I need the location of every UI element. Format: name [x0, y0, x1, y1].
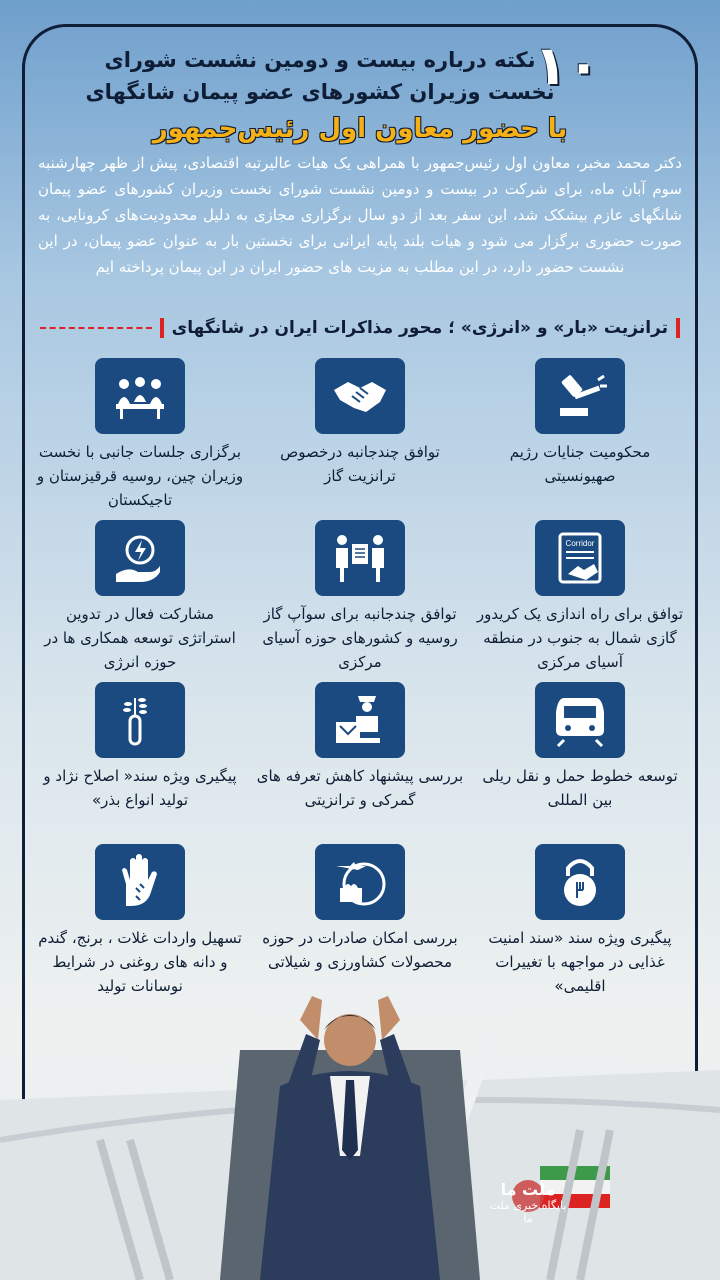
- item-label: پیگیری ویژه سند «سند امنیت غذایی در مواجهه با تغییرات اقلیمی»: [488, 929, 672, 995]
- corridor-sign: Corridor: [565, 539, 595, 548]
- title-number: ۱۰: [534, 34, 600, 97]
- subtitle-bar: [160, 318, 164, 338]
- gavel-icon: [535, 358, 625, 434]
- handshake-icon: [315, 358, 405, 434]
- subtitle-text: ترانزیت «بار» و «انرژی» ؛ محور مذاکرات ایران در شانگهای: [171, 318, 668, 338]
- item-label: مشارکت فعال در تدوین استراتژی توسعه همکاری ها در حوزه انرژی: [44, 605, 236, 671]
- list-item: [30, 520, 250, 682]
- contract-icon: [315, 520, 405, 596]
- list-item: [30, 844, 250, 1006]
- item-label: توسعه خطوط حمل و نقل ریلی بین المللی: [482, 767, 678, 809]
- list-item: [30, 358, 250, 520]
- item-label: بررسی امکان صادرات در حوزه محصولات کشاورزی و شیلاتی: [262, 929, 458, 971]
- item-label: بررسی پیشنهاد کاهش تعرفه های گمرکی و ترانزیتی: [256, 767, 464, 809]
- title-line-2: نخست وزیران کشورهای عضو پیمان شانگهای: [85, 80, 555, 104]
- food-lock-icon: [535, 844, 625, 920]
- meeting-icon: [95, 358, 185, 434]
- seed-tube-icon: [95, 682, 185, 758]
- photo-airplane-official: [0, 990, 720, 1280]
- export-globe-icon: [315, 844, 405, 920]
- section-subtitle: [40, 318, 680, 338]
- item-label: توافق چندجانبه درخصوص ترانزیت گاز: [280, 443, 440, 485]
- list-item: [30, 682, 250, 844]
- list-item: [250, 520, 470, 682]
- item-label: توافق برای راه اندازی یک کریدور گازی شمال به جنوب در منطقه آسیای مرکزی: [476, 605, 684, 671]
- list-item: [470, 358, 690, 520]
- item-label: تسهیل واردات غلات ، برنج، گندم و دانه های روغنی در شرایط نوسانات تولید: [38, 929, 242, 995]
- subtitle-dash: [40, 327, 152, 329]
- customs-officer-icon: [315, 682, 405, 758]
- logo-tagline: پایگاه خبری ملت ما: [489, 1199, 567, 1225]
- train-icon: [535, 682, 625, 758]
- grain-hand-icon: [95, 844, 185, 920]
- logo: [488, 1180, 568, 1225]
- items-grid: [30, 358, 690, 1006]
- item-label: توافق چندجانبه برای سوآپ گاز روسیه و کشورهای حوزه آسیای مرکزی: [262, 605, 458, 671]
- energy-hand-icon: [95, 520, 185, 596]
- list-item: [470, 682, 690, 844]
- item-label: برگزاری جلسات جانبی با نخست وزیران چین، روسیه قرقیزستان و تاجیکستان: [36, 443, 244, 509]
- intro-paragraph: دکتر محمد مخبر، معاون اول رئیس‌جمهور با همراهی یک هیات عالیرتبه اقتصادی، پیش از ظهر چهارشنبه سوم آبان ماه، برای شرکت در بیست و دومین نشست شورای نخست وزیران کشورهای عضو پیمان شانگهای عازم بیشکک شد، این سفر بعد از دو سال برگزاری مجازی به دلیل محدودیت‌های کرونایی، به صورت حضوری برگزار می شود و هیات بلند پایه ایرانی برای نخستین بار به عنوان عضو پیمان، در این نشست حضور دارد، در این مطلب به مزیت های حضور ایران در این پیمان پرداخته ایم: [38, 154, 682, 276]
- item-label: پیگیری ویژه سند« اصلاح نژاد و تولید انواع بذر»: [43, 767, 237, 809]
- list-item: [250, 682, 470, 844]
- logo-name: ملت ما: [500, 1180, 556, 1199]
- subtitle-bar: [676, 318, 680, 338]
- title-highlight: با حضور معاون اول رئیس‌جمهور: [152, 114, 568, 144]
- list-item: [470, 520, 690, 682]
- page-title: [60, 44, 580, 108]
- corridor-icon: [535, 520, 625, 596]
- list-item: [470, 844, 690, 1006]
- item-label: محکومیت جنایات رژیم صهیونسیتی: [509, 443, 651, 485]
- list-item: [250, 844, 470, 1006]
- list-item: [250, 358, 470, 520]
- title-line-1: نکته درباره بیست و دومین نشست شورای: [104, 48, 536, 72]
